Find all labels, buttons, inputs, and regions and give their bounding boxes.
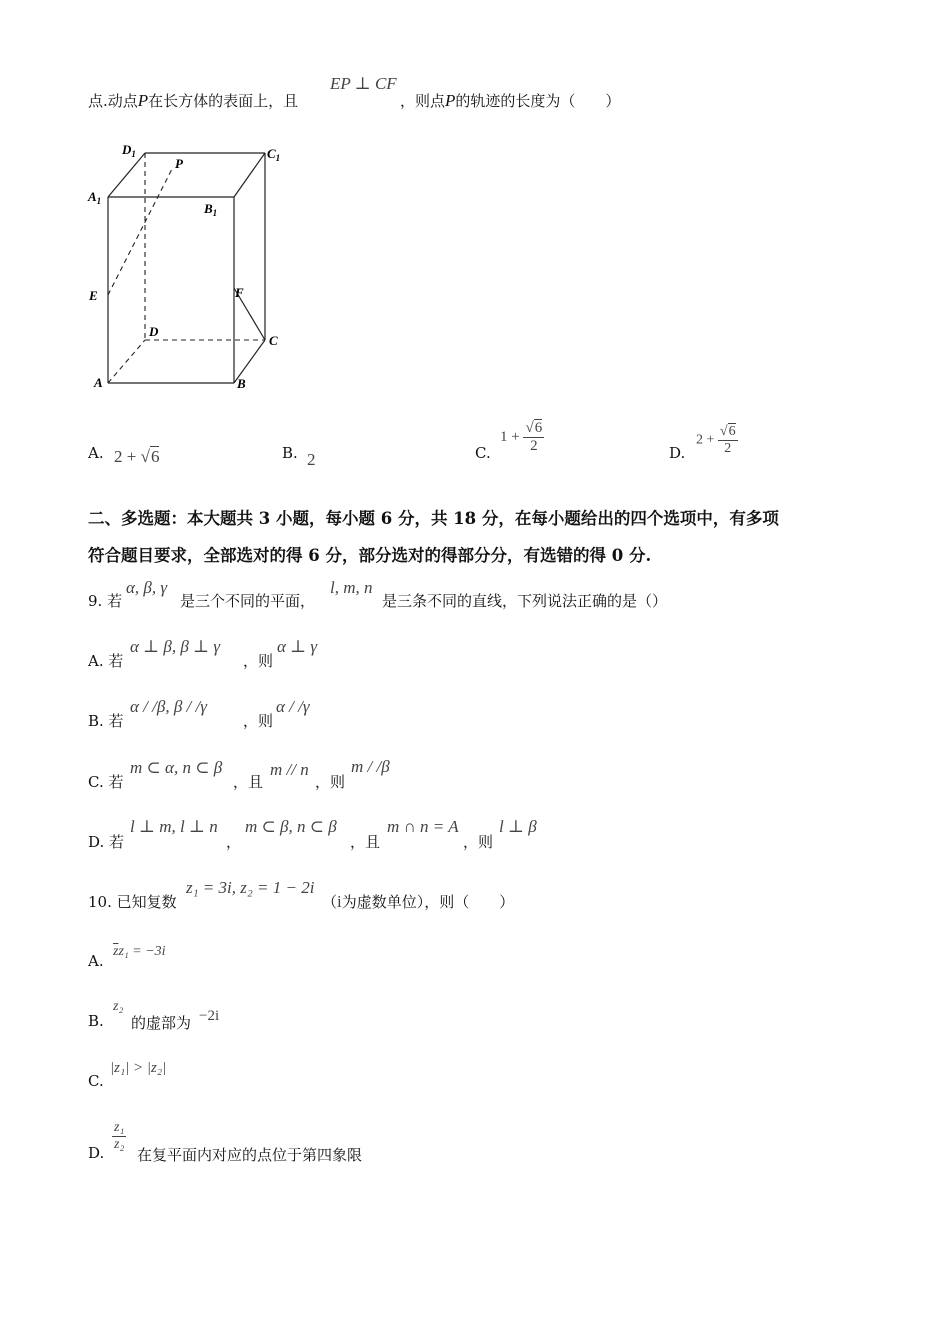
q9-d-math-3: m ∩ n = A (387, 817, 459, 836)
q9-d-math-4: l ⊥ β (499, 817, 537, 836)
option-c[interactable] (475, 444, 491, 462)
q10-b-text: 的虚部为 (131, 1014, 192, 1032)
intro-text-1: 点.动点 (88, 92, 138, 110)
q9-a-math-1: α ⊥ β, β ⊥ γ (130, 637, 221, 656)
intro-line (88, 90, 298, 111)
q10-c-math: |z₁| > |z₂| (110, 1060, 167, 1076)
q10-d-text: 在复平面内对应的点位于第四象限 (137, 1146, 363, 1164)
q10-option-c[interactable]: C. (88, 1072, 104, 1090)
q10-given: z₁ = 3i, z₂ = 1 − 2i (186, 878, 315, 897)
cuboid-figure (80, 140, 300, 400)
q10-number: 10. 已知复数 (88, 893, 177, 911)
q9-d-math-1: l ⊥ m, l ⊥ n (130, 817, 218, 836)
option-letter: C. (475, 444, 491, 462)
q10-d-fraction (112, 1120, 126, 1153)
option-d-term: 2 + (696, 432, 718, 448)
q9-end: 是三条不同的直线，下列说法正确的是（） (382, 592, 668, 610)
q9-planes: α, β, γ (126, 578, 168, 597)
q9-option-b[interactable]: B. 若 (88, 712, 124, 730)
q9-b-text: ，则 (243, 712, 274, 730)
option-letter: B. (282, 444, 298, 462)
q9-lines: l, m, n (330, 578, 373, 597)
q10-paren (322, 891, 514, 912)
option-b-math: 2 (307, 450, 316, 469)
point-p-2: P (445, 91, 456, 110)
q10-paren-text: 为虚数单位），则（ ） (341, 893, 515, 911)
q9-c-math-2: m // n (270, 760, 309, 779)
option-letter: A. (88, 444, 104, 462)
q9-c-text-1: ，且 (233, 773, 264, 791)
label-a1: $A_1$ (88, 189, 102, 206)
option-d[interactable] (669, 444, 685, 462)
section-heading-line-2: 符合题目要求，全部选对的得 6 分，部分选对的得部分分，有选错的得 0 分. (88, 546, 652, 565)
q10-d-numerator: z₁ (114, 1120, 125, 1135)
q10-paren-open: （ (322, 893, 338, 911)
q9-option-d[interactable]: D. 若 (88, 833, 125, 851)
q10-a-expr: z₁ = −3i (118, 944, 166, 959)
option-a-term: 2 + (114, 447, 141, 466)
q9-c-math-3: m / /β (351, 757, 390, 776)
q9-c-math-1: m ⊂ α, n ⊂ β (130, 758, 223, 777)
q10-option-d[interactable]: D. (88, 1144, 105, 1162)
q9-a-text: ，则 (243, 652, 274, 670)
option-d-math: 2 + $\frac{√6}{2}$ (696, 424, 736, 456)
q9-b-math-2: α / /γ (276, 697, 310, 716)
q9-d-math-2: m ⊂ β, n ⊂ β (245, 817, 337, 836)
q9-number: 9. 若 (88, 592, 123, 610)
option-a-radicand: 6 (150, 447, 160, 466)
label-a: A (94, 375, 103, 390)
q9-b-math-1: α / /β, β / /γ (130, 697, 207, 716)
q10-option-a[interactable]: A. (88, 952, 104, 970)
intro-line-tail (400, 90, 620, 111)
option-c-math: 1 + $\frac{√6}{2}$ (500, 420, 543, 454)
q10-option-b[interactable]: B. (88, 1012, 104, 1030)
label-d: D (149, 324, 159, 339)
label-c: C (269, 333, 278, 348)
edge-ad (108, 340, 145, 383)
condition-math: EP ⊥ CF (330, 74, 397, 93)
section-heading-line-1: 二、多选题：本大题共 3 小题，每小题 6 分，共 18 分，在每小题给出的四个选项中，有多项 (88, 509, 779, 528)
option-letter: D. (669, 444, 686, 462)
q9-option-c[interactable]: C. 若 (88, 773, 124, 791)
intro-text-4: 的轨迹的长度为（ ） (455, 92, 621, 110)
label-p: P (175, 156, 183, 171)
label-b1: $B_1$ (204, 201, 218, 218)
option-a-math: 2 + √6 (114, 447, 160, 466)
edge-b1c1 (234, 153, 265, 197)
q10-b-math-2: −2i (199, 1008, 220, 1024)
option-d-radicand: 6 (728, 424, 736, 439)
q10-b-math-1: z₂ (113, 999, 124, 1014)
q9-d-text-3: ，则 (463, 833, 494, 851)
label-d1: $D_1$ (122, 142, 136, 159)
edge-a1d1 (108, 153, 145, 197)
q10-a-math: $\overline{z}z_1 = -3i$ (113, 944, 166, 959)
label-c1: $C_1$ (267, 146, 281, 163)
q9-option-a[interactable]: A. 若 (88, 652, 124, 670)
q9-stem (88, 590, 122, 611)
option-c-radicand: 6 (534, 420, 543, 436)
q9-c-text-2: ，则 (315, 773, 346, 791)
q9-a-math-2: α ⊥ γ (277, 637, 318, 656)
intro-text-3: ，则点 (400, 92, 446, 110)
label-f: F (235, 285, 244, 300)
label-b: B (237, 376, 246, 391)
q9-mid: 是三个不同的平面， (180, 592, 316, 610)
q9-d-text-2: ，且 (350, 833, 381, 851)
option-a[interactable] (88, 444, 104, 462)
intro-text-2: 在长方体的表面上，且 (148, 92, 299, 110)
option-d-denominator: 2 (724, 441, 732, 456)
q10-d-denominator: z₂ (114, 1137, 125, 1152)
label-e: E (89, 288, 98, 303)
q10-imag-unit: i (337, 892, 342, 911)
option-c-term: 1 + (500, 428, 524, 445)
option-c-denominator: 2 (530, 438, 538, 454)
point-p: P (137, 91, 149, 110)
option-b[interactable] (282, 444, 298, 462)
q9-d-text-1: ， (226, 833, 242, 851)
